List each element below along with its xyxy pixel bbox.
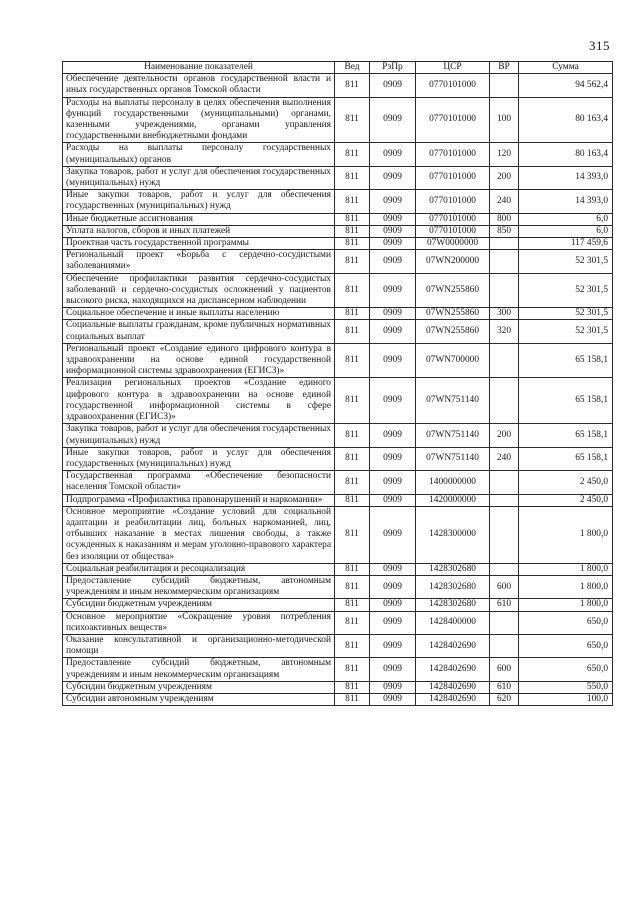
cell-sum: 650,0 <box>519 634 613 657</box>
cell-csr: 07WN700000 <box>416 343 490 378</box>
cell-csr: 1428300000 <box>416 506 490 563</box>
cell-rzpr: 0909 <box>370 343 416 378</box>
header-rzpr: РзПр <box>370 62 416 74</box>
cell-sum: 52 301,5 <box>519 320 613 343</box>
cell-rzpr: 0909 <box>370 308 416 320</box>
cell-rzpr: 0909 <box>370 506 416 563</box>
cell-name: Субсидии бюджетным учреждениям <box>63 599 335 611</box>
table-row <box>63 190 613 213</box>
cell-csr: 1428400000 <box>416 611 490 634</box>
cell-sum: 52 301,5 <box>519 308 613 320</box>
cell-ved: 811 <box>335 506 370 563</box>
cell-rzpr: 0909 <box>370 681 416 693</box>
cell-csr: 1428302680 <box>416 575 490 598</box>
cell-rzpr: 0909 <box>370 190 416 213</box>
cell-csr: 07WN751140 <box>416 424 490 447</box>
cell-vr <box>490 634 519 657</box>
cell-sum: 14 393,0 <box>519 166 613 189</box>
table-row <box>63 599 613 611</box>
cell-sum: 80 163,4 <box>519 97 613 143</box>
header-sum: Сумма <box>519 62 613 74</box>
cell-rzpr: 0909 <box>370 378 416 424</box>
header-row <box>63 62 613 74</box>
cell-rzpr: 0909 <box>370 471 416 494</box>
cell-name: Основное мероприятие «Сокращение уровня потребления психоактивных веществ» <box>63 611 335 634</box>
cell-ved: 811 <box>335 575 370 598</box>
cell-name: Оказание консультативной и организационно-методической помощи <box>63 634 335 657</box>
cell-csr: 07WN751140 <box>416 447 490 470</box>
cell-name: Иные бюджетные ассигнования <box>63 213 335 225</box>
table-row <box>63 308 613 320</box>
cell-sum: 6,0 <box>519 225 613 237</box>
table-row <box>63 273 613 308</box>
table-row <box>63 471 613 494</box>
cell-vr: 200 <box>490 424 519 447</box>
cell-ved: 811 <box>335 273 370 308</box>
cell-vr <box>490 471 519 494</box>
cell-rzpr: 0909 <box>370 225 416 237</box>
cell-vr: 600 <box>490 658 519 681</box>
table-row <box>63 693 613 705</box>
cell-name: Государственная программа «Обеспечение безопасности населения Томской области» <box>63 471 335 494</box>
table-row <box>63 343 613 378</box>
cell-vr: 610 <box>490 681 519 693</box>
cell-vr: 850 <box>490 225 519 237</box>
cell-csr: 1428402690 <box>416 693 490 705</box>
cell-rzpr: 0909 <box>370 74 416 97</box>
cell-name: Социальное обеспечение и иные выплаты населению <box>63 308 335 320</box>
cell-ved: 811 <box>335 238 370 250</box>
cell-vr <box>490 343 519 378</box>
cell-ved: 811 <box>335 320 370 343</box>
header-csr: ЦСР <box>416 62 490 74</box>
table-row <box>63 611 613 634</box>
cell-ved: 811 <box>335 693 370 705</box>
cell-rzpr: 0909 <box>370 250 416 273</box>
table-row <box>63 250 613 273</box>
cell-rzpr: 0909 <box>370 166 416 189</box>
cell-ved: 811 <box>335 599 370 611</box>
cell-ved: 811 <box>335 97 370 143</box>
cell-name: Обеспечение деятельности органов государственной власти и иных государственных органов Томской области <box>63 74 335 97</box>
cell-csr: 1428402690 <box>416 658 490 681</box>
cell-vr <box>490 74 519 97</box>
cell-csr: 0770101000 <box>416 166 490 189</box>
cell-csr: 0770101000 <box>416 74 490 97</box>
cell-sum: 1 800,0 <box>519 599 613 611</box>
cell-rzpr: 0909 <box>370 273 416 308</box>
cell-ved: 811 <box>335 308 370 320</box>
cell-ved: 811 <box>335 143 370 166</box>
cell-rzpr: 0909 <box>370 693 416 705</box>
cell-ved: 811 <box>335 563 370 575</box>
cell-csr: 0770101000 <box>416 225 490 237</box>
cell-rzpr: 0909 <box>370 563 416 575</box>
cell-ved: 811 <box>335 343 370 378</box>
cell-ved: 811 <box>335 611 370 634</box>
table-row <box>63 494 613 506</box>
cell-csr: 1428302680 <box>416 563 490 575</box>
cell-name: Иные закупки товаров, работ и услуг для обеспечения государственных (муниципальных) нужд <box>63 190 335 213</box>
cell-sum: 65 158,1 <box>519 424 613 447</box>
table-row <box>63 424 613 447</box>
cell-name: Обеспечение профилактики развития сердечно-сосудистых заболеваний и сердечно-сосудистых осложнений у пациентов высокого риска, находящихся на диспансерном наблюдении <box>63 273 335 308</box>
cell-csr: 1420000000 <box>416 494 490 506</box>
cell-sum: 1 800,0 <box>519 563 613 575</box>
cell-sum: 80 163,4 <box>519 143 613 166</box>
cell-ved: 811 <box>335 634 370 657</box>
cell-sum: 1 800,0 <box>519 506 613 563</box>
cell-vr: 320 <box>490 320 519 343</box>
cell-name: Закупка товаров, работ и услуг для обеспечения государственных (муниципальных) нужд <box>63 424 335 447</box>
cell-sum: 100,0 <box>519 693 613 705</box>
cell-sum: 14 393,0 <box>519 190 613 213</box>
cell-sum: 650,0 <box>519 658 613 681</box>
cell-vr: 100 <box>490 97 519 143</box>
cell-rzpr: 0909 <box>370 658 416 681</box>
cell-name: Предоставление субсидий бюджетным, автономным учреждениям и иным некоммерческим организациям <box>63 658 335 681</box>
cell-rzpr: 0909 <box>370 320 416 343</box>
cell-vr: 200 <box>490 166 519 189</box>
table-row <box>63 658 613 681</box>
cell-ved: 811 <box>335 424 370 447</box>
table-body <box>63 74 613 706</box>
cell-rzpr: 0909 <box>370 97 416 143</box>
cell-csr: 1400000000 <box>416 471 490 494</box>
cell-sum: 117 459,6 <box>519 238 613 250</box>
cell-csr: 0770101000 <box>416 213 490 225</box>
header-ved: Вед <box>335 62 370 74</box>
cell-rzpr: 0909 <box>370 575 416 598</box>
cell-rzpr: 0909 <box>370 494 416 506</box>
cell-vr: 620 <box>490 693 519 705</box>
cell-ved: 811 <box>335 213 370 225</box>
table-row <box>63 447 613 470</box>
cell-csr: 0770101000 <box>416 190 490 213</box>
cell-rzpr: 0909 <box>370 213 416 225</box>
cell-name: Закупка товаров, работ и услуг для обеспечения государственных (муниципальных) нужд <box>63 166 335 189</box>
cell-csr: 07WN751140 <box>416 378 490 424</box>
cell-csr: 1428402690 <box>416 681 490 693</box>
cell-name: Субсидии бюджетным учреждениям <box>63 681 335 693</box>
cell-ved: 811 <box>335 74 370 97</box>
cell-sum: 2 450,0 <box>519 471 613 494</box>
cell-name: Подпрограмма «Профилактика правонарушений и наркомании» <box>63 494 335 506</box>
table-row <box>63 575 613 598</box>
table-row <box>63 74 613 97</box>
cell-sum: 52 301,5 <box>519 250 613 273</box>
cell-sum: 94 562,4 <box>519 74 613 97</box>
cell-sum: 550,0 <box>519 681 613 693</box>
cell-ved: 811 <box>335 447 370 470</box>
page-number: 315 <box>589 38 610 53</box>
cell-rzpr: 0909 <box>370 424 416 447</box>
table-row <box>63 506 613 563</box>
cell-rzpr: 0909 <box>370 238 416 250</box>
cell-ved: 811 <box>335 190 370 213</box>
cell-ved: 811 <box>335 471 370 494</box>
table-row <box>63 238 613 250</box>
cell-vr: 300 <box>490 308 519 320</box>
cell-sum: 65 158,1 <box>519 447 613 470</box>
table-row <box>63 166 613 189</box>
cell-sum: 52 301,5 <box>519 273 613 308</box>
table-row <box>63 320 613 343</box>
cell-vr <box>490 506 519 563</box>
header-name: Наименование показателей <box>63 62 335 74</box>
cell-sum: 6,0 <box>519 213 613 225</box>
table-row <box>63 143 613 166</box>
table-row <box>63 378 613 424</box>
cell-sum: 65 158,1 <box>519 343 613 378</box>
cell-name: Проектная часть государственной программы <box>63 238 335 250</box>
cell-vr: 610 <box>490 599 519 611</box>
cell-ved: 811 <box>335 378 370 424</box>
cell-ved: 811 <box>335 681 370 693</box>
cell-vr <box>490 273 519 308</box>
cell-vr: 120 <box>490 143 519 166</box>
cell-name: Региональный проект «Создание единого цифрового контура в здравоохранении на основе единой государственной информационной системы здравоохранения (ЕГИСЗ)» <box>63 343 335 378</box>
cell-name: Иные закупки товаров, работ и услуг для обеспечения государственных (муниципальных) нужд <box>63 447 335 470</box>
cell-name: Социальная реабилитация и ресоциализация <box>63 563 335 575</box>
cell-vr <box>490 611 519 634</box>
table-header <box>63 62 613 74</box>
cell-name: Субсидии автономным учреждениям <box>63 693 335 705</box>
cell-csr: 07WN255860 <box>416 273 490 308</box>
table-row <box>63 681 613 693</box>
cell-name: Социальные выплаты гражданам, кроме публичных нормативных социальных выплат <box>63 320 335 343</box>
cell-sum: 1 800,0 <box>519 575 613 598</box>
cell-csr: 1428302680 <box>416 599 490 611</box>
cell-rzpr: 0909 <box>370 143 416 166</box>
cell-ved: 811 <box>335 250 370 273</box>
cell-csr: 07W0000000 <box>416 238 490 250</box>
budget-table <box>62 61 613 706</box>
cell-vr <box>490 238 519 250</box>
cell-ved: 811 <box>335 166 370 189</box>
cell-ved: 811 <box>335 658 370 681</box>
header-vr: ВР <box>490 62 519 74</box>
cell-vr: 240 <box>490 447 519 470</box>
cell-rzpr: 0909 <box>370 634 416 657</box>
cell-rzpr: 0909 <box>370 447 416 470</box>
cell-sum: 2 450,0 <box>519 494 613 506</box>
cell-vr <box>490 378 519 424</box>
cell-name: Региональный проект «Борьба с сердечно-сосудистыми заболеваниями» <box>63 250 335 273</box>
cell-sum: 65 158,1 <box>519 378 613 424</box>
cell-csr: 07WN255860 <box>416 320 490 343</box>
table-row <box>63 634 613 657</box>
table-row <box>63 213 613 225</box>
cell-rzpr: 0909 <box>370 611 416 634</box>
cell-rzpr: 0909 <box>370 599 416 611</box>
cell-csr: 07WN200000 <box>416 250 490 273</box>
cell-vr: 600 <box>490 575 519 598</box>
cell-vr <box>490 494 519 506</box>
cell-name: Уплата налогов, сборов и иных платежей <box>63 225 335 237</box>
cell-ved: 811 <box>335 494 370 506</box>
table-row <box>63 97 613 143</box>
cell-ved: 811 <box>335 225 370 237</box>
cell-csr: 1428402690 <box>416 634 490 657</box>
cell-csr: 0770101000 <box>416 143 490 166</box>
cell-sum: 650,0 <box>519 611 613 634</box>
cell-vr <box>490 563 519 575</box>
cell-csr: 0770101000 <box>416 97 490 143</box>
cell-name: Основное мероприятие «Создание условий для социальной адаптации и реабилитации лиц, больных наркоманией, лиц, отбывших наказание в местах лишения свободы, а также осужденных к наказаниям и мерам уголовно-правового характера без изоляции от общества» <box>63 506 335 563</box>
cell-vr: 240 <box>490 190 519 213</box>
cell-name: Расходы на выплаты персоналу в целях обеспечения выполнения функций государственными (муниципальными) органами, казенными учреждениями, органами управления государственными внебюджетными фондами <box>63 97 335 143</box>
cell-vr: 800 <box>490 213 519 225</box>
cell-name: Предоставление субсидий бюджетным, автономным учреждениям и иным некоммерческим организациям <box>63 575 335 598</box>
table-row <box>63 225 613 237</box>
cell-vr <box>490 250 519 273</box>
cell-name: Реализация региональных проектов «Создание единого цифрового контура в здравоохранении на основе единой государственной информационной системы в сфере здравоохранения (ЕГИСЗ)» <box>63 378 335 424</box>
cell-csr: 07WN255860 <box>416 308 490 320</box>
table-row <box>63 563 613 575</box>
cell-name: Расходы на выплаты персоналу государственных (муниципальных) органов <box>63 143 335 166</box>
